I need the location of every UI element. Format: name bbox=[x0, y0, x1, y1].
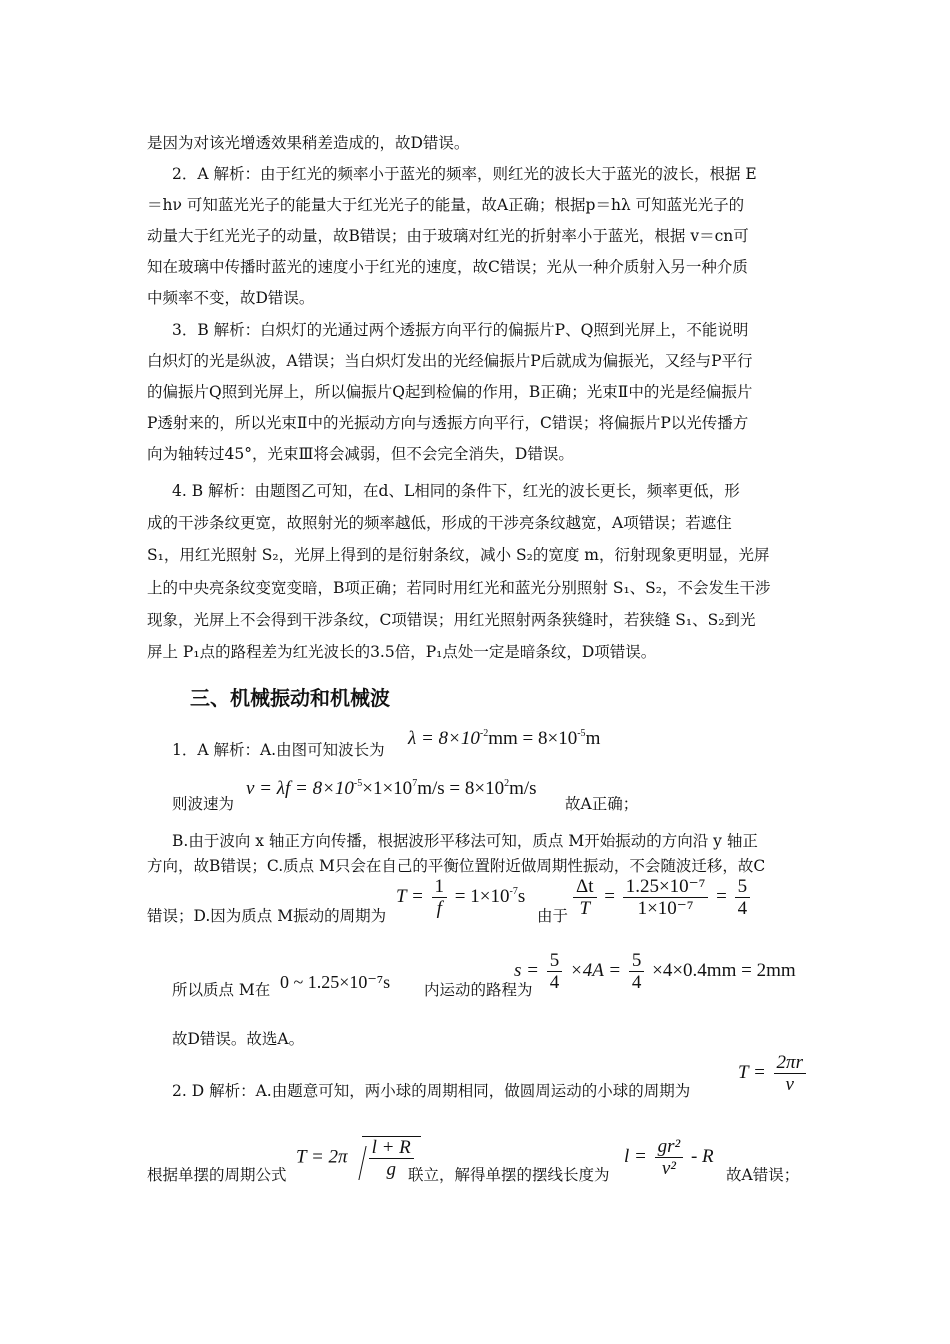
q1-equation-wavelength: $\lambda = 8\times 10^{-2}mm = 8\times 10^{-5}m$ bbox=[408, 728, 601, 749]
paragraph-line: S₁，用红光照射 S₂，光屏上得到的是衍射条纹，减小 S₂的宽度 m，衍射现象更明显，光屏 bbox=[147, 546, 770, 564]
paragraph-line: 上的中央亮条纹变宽变暗，B项正确；若同时用红光和蓝光分别照射 S₁、S₂，不会发生干涉 bbox=[147, 579, 771, 597]
q1-text-b: 则波速为 bbox=[172, 795, 235, 813]
paragraph-line: 屏上 P₁点的路程差为红光波长的3.5倍，P₁点处一定是暗条纹，D项错误。 bbox=[147, 643, 657, 661]
q2-equation-length: l = $\frac{\text{gr²}}{\text{v²}}$ - R bbox=[624, 1136, 714, 1179]
q1-text-c1: B.由于波向 x 轴正方向传播，根据波形平移法可知，质点 M开始振动的方向沿 y 轴正 bbox=[172, 832, 758, 850]
q1-text-b-after: 故A正确； bbox=[565, 795, 639, 813]
q1-equation-range: 0 ~ 1.25×10⁻⁷s bbox=[280, 972, 391, 992]
paragraph-line: 动量大于红光光子的动量，故B错误；由于玻璃对红光的折射率小于蓝光，根据 v＝cn可 bbox=[147, 227, 749, 245]
paragraph-line: 4. B 解析：由题图乙可知，在d、L相同的条件下，红光的波长更长，频率更低，形 bbox=[172, 482, 740, 500]
q1-equation-velocity: $v = \lambda f = 8\times 10^{-5}\times 1\times 10^7m/s = 8\times 10^2m/s$ bbox=[246, 778, 537, 799]
q2-text-b-end: 故A错误； bbox=[726, 1166, 800, 1184]
paragraph-line: 2．A 解析：由于红光的频率小于蓝光的频率，则红光的波长大于蓝光的波长，根据 E bbox=[172, 165, 757, 183]
paragraph-line: 知在玻璃中传播时蓝光的速度小于红光的速度，故C错误；光从一种介质射入另一种介质 bbox=[147, 258, 748, 276]
paragraph-line: 白炽灯的光是纵波，A错误；当白炽灯发出的光经偏振片P后就成为偏振光，又经与P平行 bbox=[147, 352, 753, 370]
paragraph-line: 中频率不变，故D错误。 bbox=[147, 289, 315, 307]
q2-text-a: 2. D 解析：A.由题意可知，两小球的周期相同，做圆周运动的小球的周期为 bbox=[172, 1082, 691, 1100]
q1-equation-path: s = $\frac{5}{4}$ ×4A = $\frac{5}{4}$ ×4×0.4mm = 2mm bbox=[514, 950, 796, 993]
q1-text-d: 错误；D.因为质点 M振动的周期为 bbox=[147, 907, 387, 925]
paragraph-line: ＝hν 可知蓝光光子的能量大于红光光子的能量，故A正确；根据p＝hλ 可知蓝光光子的 bbox=[147, 196, 745, 214]
section-title: 三、机械振动和机械波 bbox=[190, 686, 390, 710]
q1-text-c2: 方向，故B错误；C.质点 M只会在自己的平衡位置附近做周期性振动，不会随波迁移，故C bbox=[147, 857, 766, 875]
paragraph-line: 现象，光屏上不会得到干涉条纹，C项错误；用红光照射两条狭缝时，若狭缝 S₁、S₂到光 bbox=[147, 611, 756, 629]
paragraph-line: 成的干涉条纹更宽，故照射光的频率越低，形成的干涉亮条纹越宽，A项错误；若遮住 bbox=[147, 514, 732, 532]
q1-text-e2: 内运动的路程为 bbox=[424, 981, 533, 999]
paragraph-line: 的偏振片Q照到光屏上，所以偏振片Q起到检偏的作用，B正确；光束Ⅱ中的光是经偏振片 bbox=[147, 383, 753, 401]
paragraph-line: 向为轴转过45°，光束Ⅲ将会减弱，但不会完全消失，D错误。 bbox=[147, 445, 574, 463]
paragraph-line: 3．B 解析：白炽灯的光通过两个透振方向平行的偏振片P、Q照到光屏上，不能说明 bbox=[172, 321, 749, 339]
q1-equation-period: T = $\frac{1}{f}$ = $1\times 10^{-7}s$ bbox=[396, 876, 526, 919]
q1-text-f: 故D错误。故选A。 bbox=[172, 1030, 305, 1048]
q1-equation-ratio: $\frac{\Delta t}{T}$ = $\frac{\text{1.25×10⁻⁷}}{\text{1×10⁻⁷}}$ = $\frac{5}{4}$ bbox=[570, 876, 753, 919]
q2-text-b2: 联立，解得单摆的摆线长度为 bbox=[408, 1166, 610, 1184]
q1-text-d-you: 由于 bbox=[537, 907, 569, 925]
paragraph-line: 是因为对该光增透效果稍差造成的，故D错误。 bbox=[147, 134, 470, 152]
q2-equation-pendulum: T = 2π $\frac{l + R}{g}$ bbox=[296, 1136, 421, 1180]
q1-text-e1: 所以质点 M在 bbox=[172, 981, 271, 999]
paragraph-line: P透射来的，所以光束Ⅱ中的光振动方向与透振方向平行，C错误；将偏振片P以光传播方 bbox=[147, 414, 749, 432]
q2-equation-period: T = $\frac{2\pi r}{v}$ bbox=[738, 1052, 809, 1095]
q2-text-b1: 根据单摆的周期公式 bbox=[147, 1166, 287, 1184]
q1-text-a: 1．A 解析：A.由图可知波长为 bbox=[172, 741, 385, 759]
